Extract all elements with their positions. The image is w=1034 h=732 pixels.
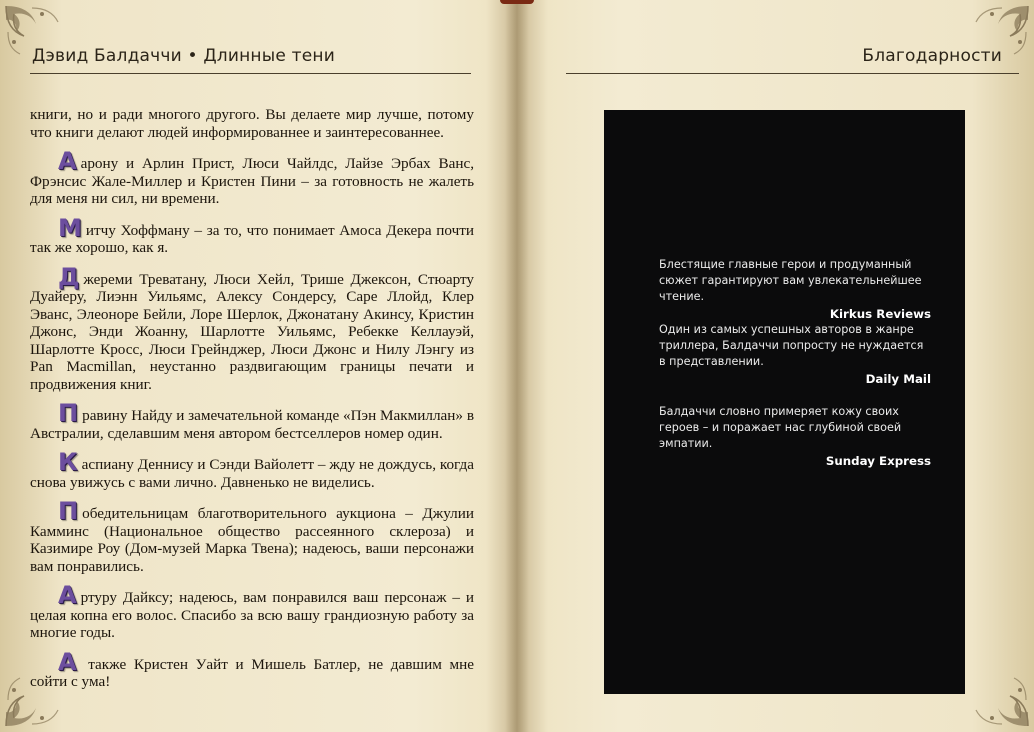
quote-text: Один из самых успешных авторов в жанре триллера, Балдаччи попросту не нуждается в представлении. [659,323,924,368]
quote-source: Kirkus Reviews [829,307,931,321]
paragraph [30,399,474,442]
paragraph-text: книги, но и ради многого другого. Вы делаете мир лучше, потому что книги делают людей информированнее и заинтересованнее. [30,106,474,141]
quote-source: Sunday Express [825,454,931,468]
dropcap-letter: А [58,647,77,676]
header-rule [30,73,471,74]
paragraph [30,581,474,642]
dropcap-letter: А [58,147,77,175]
paragraph-text: итчу Хоффману – за то, что понимает Амоса Декера почти так же хорошо, как я. [30,221,474,256]
header-rule [566,73,1019,74]
review-quote [659,322,931,387]
dropcap-letter: А [58,581,77,609]
dropcap-letter: П [58,497,79,525]
review-quote [659,257,931,322]
dropcap-letter: М [58,213,82,242]
running-head-section: Благодарности [862,46,1002,66]
paragraph [30,647,474,691]
acknowledgements-text [30,106,474,703]
quote-text: Балдаччи словно примеряет кожу своих героев – и поражает нас глубиной своей эмпатии. [659,405,902,450]
paragraph [30,497,474,575]
paragraph [30,213,474,257]
quote-text: Блестящие главные герои и продуманный сюжет гарантируют вам увлекательнейшее чтение. [659,258,922,303]
quote-source: Daily Mail [865,372,931,386]
running-head-author-title: Дэвид Балдаччи • Длинные тени [32,46,335,66]
paragraph [30,262,474,394]
dropcap-letter: П [58,399,79,427]
paragraph [30,147,474,208]
dropcap-letter: К [58,448,78,476]
paragraph-text: обедительницам благотворительного аукциона – Джулии Камминс (Национальное общество рассеянного склероза) и Казимире Роу (Дом-музей Марка Твена); надеюсь, ваши персонажи вам понравились. [30,505,474,575]
paragraph-text: арону и Арлин Прист, Люси Чайлдс, Лайзе Эрбах Ванс, Фрэнсис Жале-Миллер и Кристен Пини – за готовность не жалеть для меня ни сил, ни времени. [30,155,474,207]
paragraph-text: ртуру Дайксу; надеюсь, вам понравился ваш персонаж – и целая копна его волос. Спасибо за всю вашу грандиозную работу за многие годы. [30,589,474,641]
paragraph-text: также Кристен Уайт и Мишель Батлер, не давшим мне сойти с ума! [30,655,474,690]
paragraph [30,448,474,491]
paragraph [30,106,474,141]
paragraph-text: жереми Треватану, Люси Хейл, Трише Джексон, Стюарту Дуайеру, Лиэнн Уильямс, Алексу Сондерсу, Саре Ллойд, Клер Эванс, Элеоноре Бейли, Лоре Шерлок, Джонатану Акинсу, Кристин Джонс, Энди Жоанну, Шарлотте Уильямс, Ребекке Келлауэй, Шарлотте Кросс, Люси Грейнджер, Люси Джонс и Нилу Лэнгу из Pan Macmillan, неустанно раздвигающим границы печати и продвижения книг. [30,270,474,393]
paragraph-text: равину Найду и замечательной команде «Пэн Макмиллан» в Австралии, сделавшим меня автором бестселлеров номер один. [30,407,474,442]
right-page [517,0,1034,732]
review-quote [659,404,931,469]
review-quotes-panel [604,110,965,694]
paragraph-text: аспиану Деннису и Сэнди Вайолетт – жду не дождусь, когда снова увижусь с вами лично. Давненько не виделись. [30,456,474,491]
dropcap-letter: Д [58,262,80,291]
